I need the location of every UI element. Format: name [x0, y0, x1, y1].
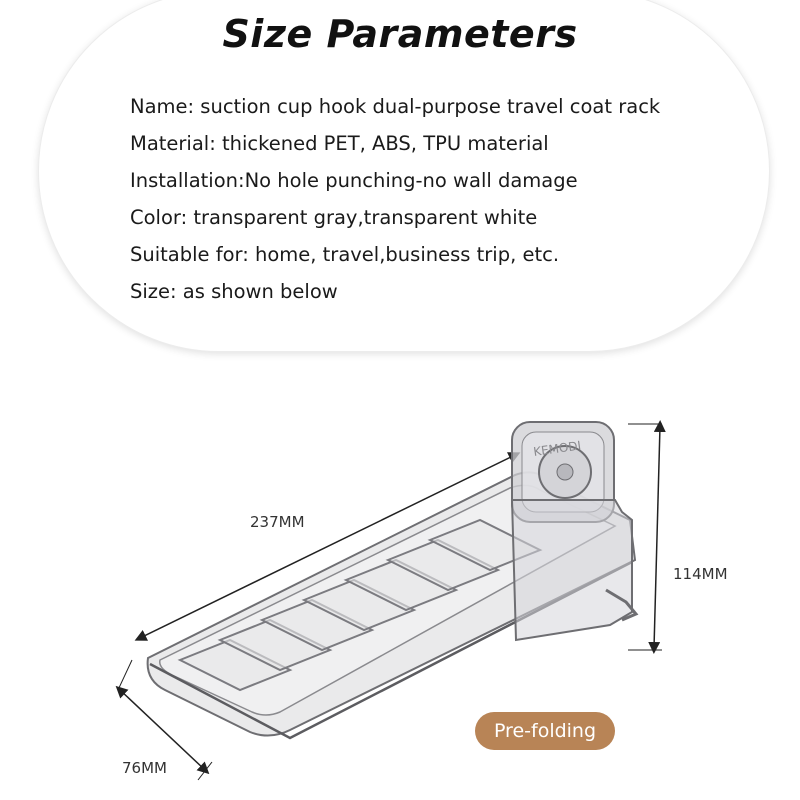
length-label: 237MM	[250, 513, 305, 531]
brand-mark: KEMODI	[532, 438, 582, 459]
spec-installation: Installation:No hole punching-no wall damage	[130, 169, 578, 192]
suction-cup-mount	[512, 422, 636, 640]
spec-list	[130, 88, 660, 310]
spec-color: Color: transparent gray,transparent white	[130, 206, 538, 229]
spec-size: Size: as shown below	[130, 280, 338, 303]
spec-suitable: Suitable for: home, travel,business trip, etc.	[130, 243, 560, 266]
spec-name: Name: suction cup hook dual-purpose travel coat rack	[130, 95, 661, 118]
height-label: 114MM	[673, 565, 728, 583]
product-illustration	[0, 380, 800, 800]
page-title: Size Parameters	[222, 12, 578, 56]
spec-material: Material: thickened PET, ABS, TPU material	[130, 132, 549, 155]
pre-folding-badge: Pre-folding	[475, 712, 615, 750]
width-label: 76MM	[122, 759, 167, 777]
